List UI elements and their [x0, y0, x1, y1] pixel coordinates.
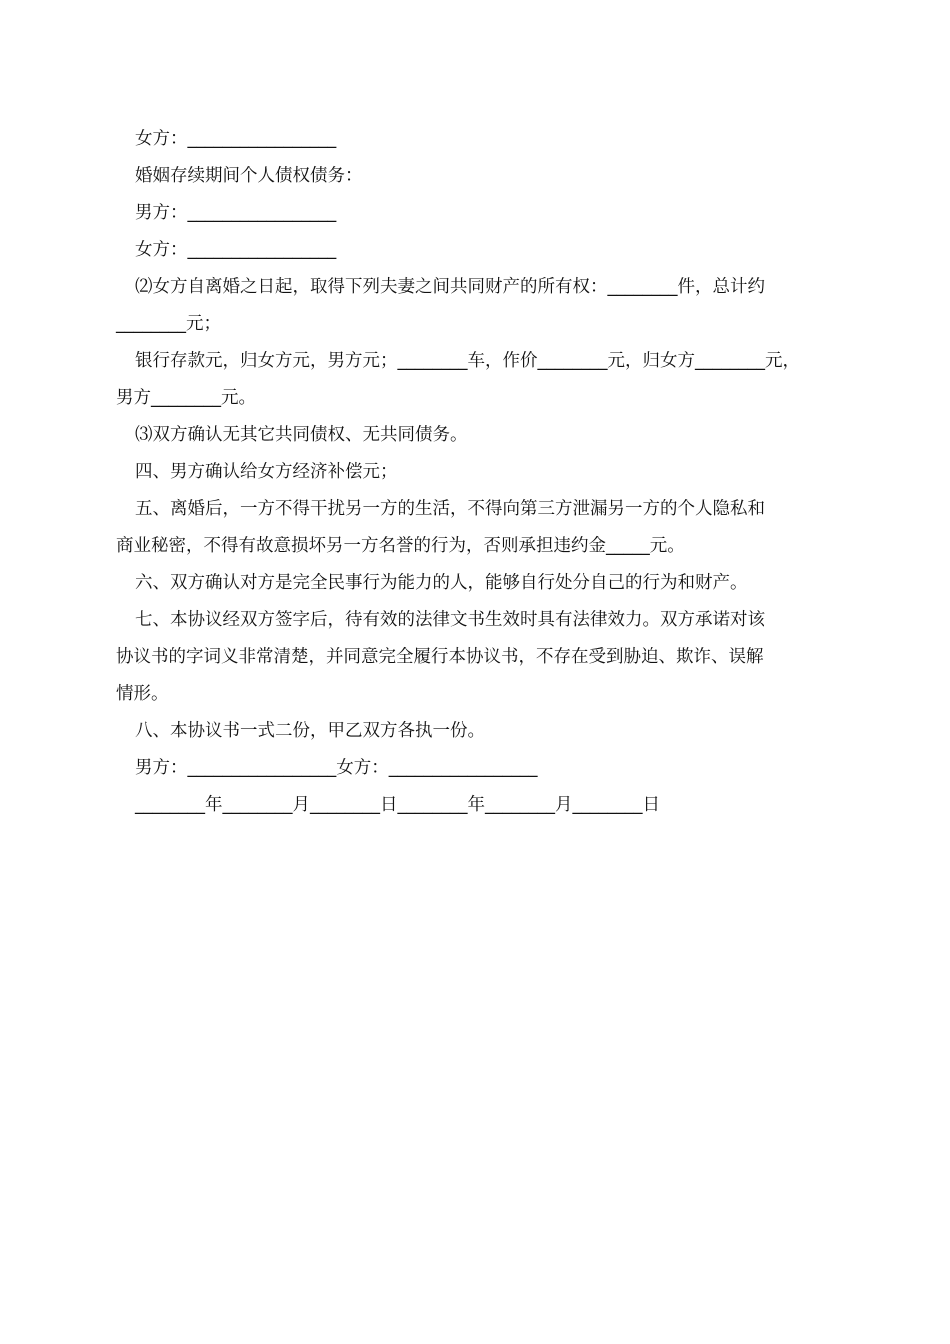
- clause-five-line-1: 五、离婚后，一方不得干扰另一方的生活，不得向第三方泄漏另一方的个人隐私和: [135, 499, 765, 519]
- clause-five-line-2: 商业秘密，不得有故意损坏另一方名誉的行为，否则承担违约金_____元。: [116, 536, 685, 556]
- clause-eight: 八、本协议书一式二份，甲乙双方各执一份。: [135, 721, 485, 741]
- bank-deposit-line-1: 银行存款元，归女方元，男方元；________车，作价________元，归女方________元，: [135, 351, 800, 371]
- bank-deposit-line-2: 男方________元。: [116, 388, 256, 408]
- wife-signature-line-1: 女方：_________________: [135, 129, 337, 149]
- clause-2-line-2: ________元；: [116, 314, 221, 334]
- wife-debts-line: 女方：_________________: [135, 240, 337, 260]
- clause-seven-line-2: 协议书的字词义非常清楚，并同意完全履行本协议书，不存在受到胁迫、欺诈、误解: [116, 647, 764, 667]
- debts-heading: 婚姻存续期间个人债权债务：: [135, 166, 363, 186]
- signature-line: 男方：_________________女方：_________________: [135, 758, 538, 778]
- date-line: ________年________月________日________年________月________日: [135, 795, 660, 815]
- clause-four: 四、男方确认给女方经济补偿元；: [135, 462, 398, 482]
- clause-seven-line-1: 七、本协议经双方签字后，待有效的法律文书生效时具有法律效力。双方承诺对该: [135, 610, 765, 630]
- clause-2-line-1: ⑵女方自离婚之日起，取得下列夫妻之间共同财产的所有权：________件，总计约: [135, 277, 765, 297]
- clause-3: ⑶双方确认无其它共同债权、无共同债务。: [135, 425, 468, 445]
- husband-debts-line: 男方：_________________: [135, 203, 337, 223]
- clause-seven-line-3: 情形。: [116, 684, 169, 704]
- clause-six: 六、双方确认对方是完全民事行为能力的人，能够自行处分自己的行为和财产。: [135, 573, 748, 593]
- document-body: [116, 121, 839, 824]
